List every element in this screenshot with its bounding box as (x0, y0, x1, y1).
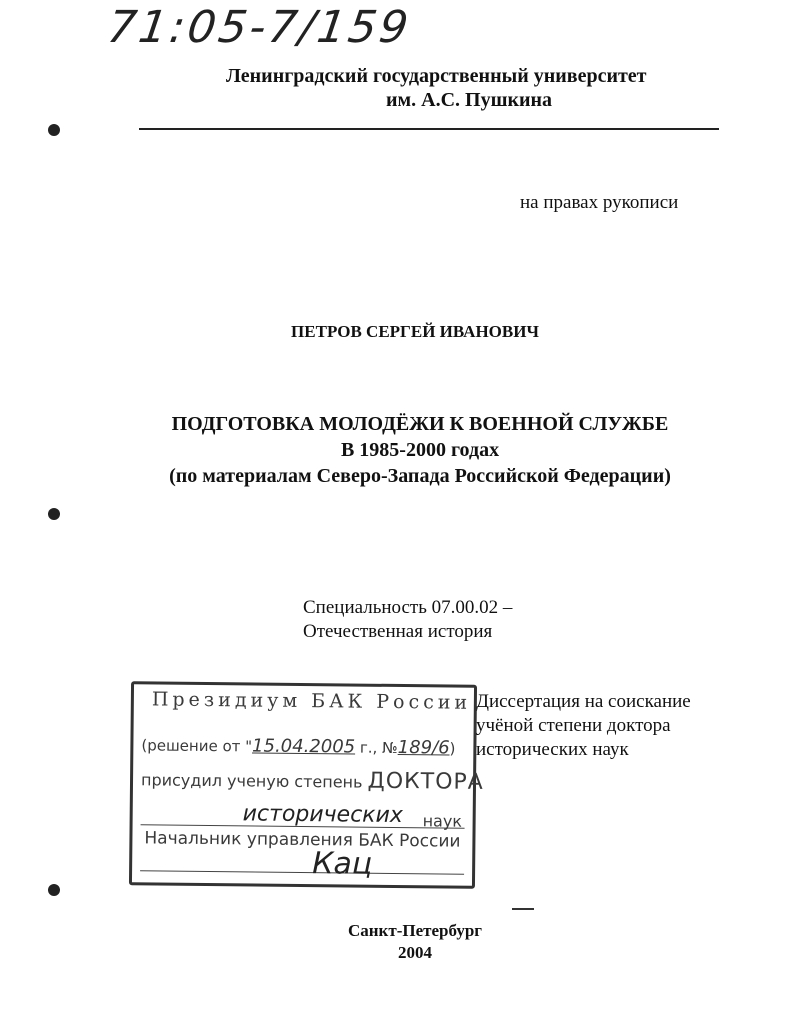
vak-stamp (129, 681, 484, 889)
stamp-signature: Кац (311, 846, 373, 882)
university-name: Ленинградский государственный университет (226, 65, 647, 87)
stamp-title: Президиум БАК России (151, 688, 472, 714)
stamp-head-title: Начальник управления БАК России (144, 828, 461, 852)
stamp-signature-line (140, 870, 464, 874)
university-subname: им. А.С. Пушкина (386, 89, 553, 111)
year: 2004 (398, 943, 432, 962)
stamp-awarded-prefix: присудил ученую степень (140, 770, 368, 792)
stamp-decision-prefix: (решение от " (141, 736, 253, 756)
scan-mark-dash (512, 908, 534, 910)
degree-note-line-1: Диссертация на соискание (476, 691, 691, 712)
publication-place (0, 920, 799, 964)
stamp-awarded (141, 766, 484, 795)
stamp-decision-date: 15.04.2005 (251, 735, 356, 758)
header-divider (139, 128, 719, 130)
degree-note-line-2: учёной степени доктора (476, 715, 671, 736)
thesis-title-line-2: В 1985-2000 годах (340, 439, 500, 461)
stamp-field-suffix: наук (422, 811, 463, 831)
archive-code-handwritten: 71:05-7/159 (104, 2, 415, 53)
specialty (303, 596, 512, 644)
stamp-field-handwritten: исторических (242, 801, 403, 829)
scan-mark-top (48, 124, 60, 136)
degree-note-line-3: исторических наук (476, 739, 629, 760)
thesis-title (0, 411, 799, 489)
stamp-decision (141, 734, 455, 758)
specialty-code: Специальность 07.00.02 – (303, 597, 513, 618)
scan-mark-bottom (48, 884, 60, 896)
thesis-title-line-3: (по материалам Северо-Запада Российской Федерации) (169, 465, 671, 487)
specialty-name: Отечественная история (303, 621, 493, 642)
stamp-decision-mid: г., № (355, 738, 398, 757)
stamp-decision-suffix: ) (449, 739, 456, 758)
stamp-degree: ДОКТОРА (367, 768, 484, 795)
thesis-title-line-1: ПОДГОТОВКА МОЛОДЁЖИ К ВОЕННОЙ СЛУЖБЕ (171, 413, 669, 435)
scan-mark-middle (48, 508, 60, 520)
degree-note (476, 690, 691, 762)
author-name: ПЕТРОВ СЕРГЕЙ ИВАНОВИЧ (291, 322, 539, 341)
manuscript-note: на правах рукописи (520, 192, 679, 213)
city: Санкт-Петербург (347, 921, 483, 940)
stamp-decision-number: 189/6 (397, 736, 450, 759)
